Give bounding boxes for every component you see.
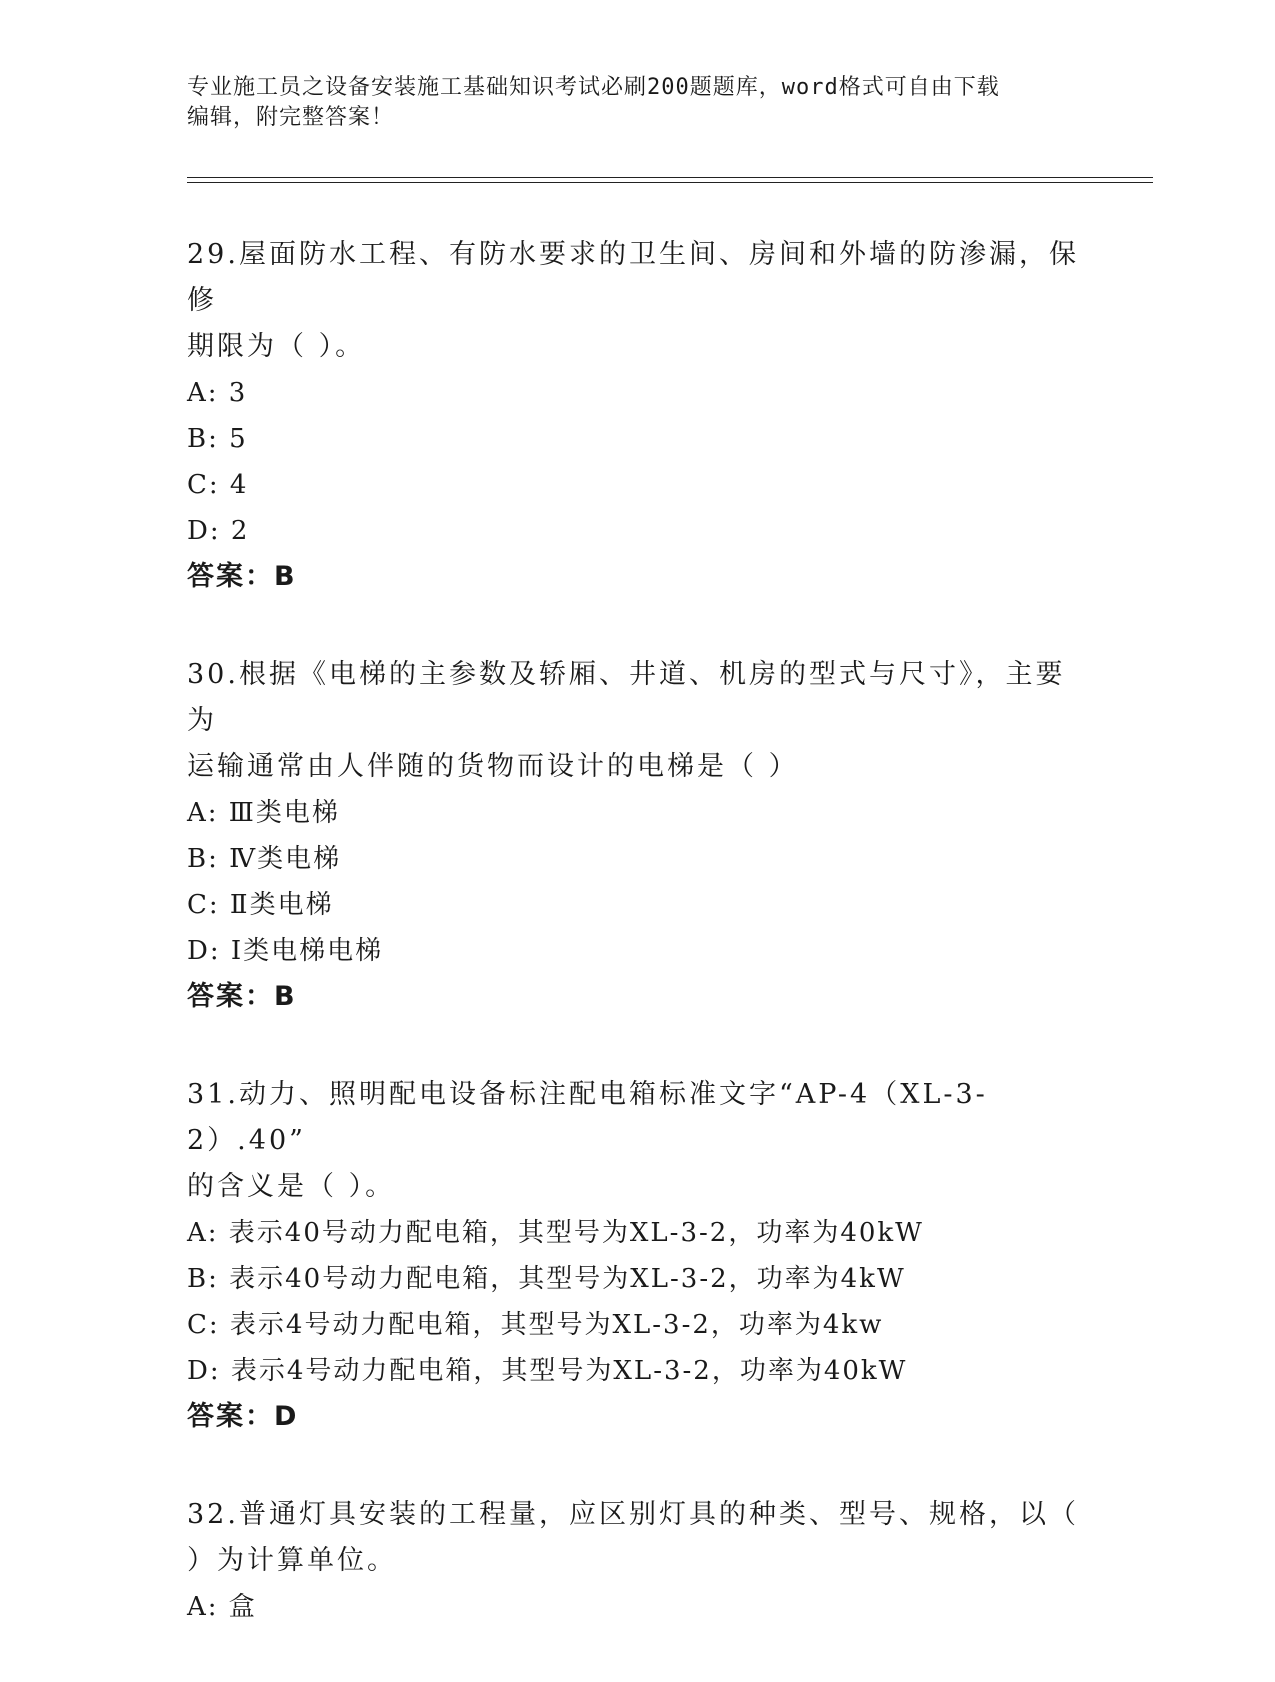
option-b: B: 表示40号动力配电箱，其型号为XL-3-2，功率为4kW [187,1264,906,1294]
question-stem [187,1072,1087,1210]
option-d: D: 表示4号动力配电箱，其型号为XL-3-2，功率为40kW [187,1356,908,1386]
option-b: B: 5 [187,424,248,454]
option-d: D: Ⅰ类电梯电梯 [187,936,384,966]
question-stem-line: 的含义是（ ）。 [187,1171,396,1202]
question-stem-line: 运输通常由人伴随的货物而设计的电梯是（ ） [187,751,799,782]
question-32 [187,1492,1087,1630]
answer-label: 答案：B [187,561,297,592]
question-stem [187,232,1087,370]
option-a: A: 盒 [187,1592,257,1622]
document-header [187,73,1067,133]
question-list [187,232,1087,1682]
question-31 [187,1072,1087,1440]
option-a: A: 3 [187,378,248,408]
option-b: B: Ⅳ类电梯 [187,844,342,874]
answer-label: 答案：B [187,981,297,1012]
question-stem-line: 32.普通灯具安装的工程量，应区别灯具的种类、型号、规格，以（ [187,1499,1079,1530]
option-d: D: 2 [187,516,250,546]
header-line-2: 编辑，附完整答案！ [187,105,395,130]
question-stem-line: ）为计算单位。 [187,1545,397,1576]
question-stem-line: 29.屋面防水工程、有防水要求的卫生间、房间和外墙的防渗漏，保修 [187,239,1079,316]
option-c: C: Ⅱ类电梯 [187,890,334,920]
question-30 [187,652,1087,1020]
question-stem [187,1492,1087,1584]
question-stem-line: 31.动力、照明配电设备标注配电箱标准文字“AP-4（XL-3-2）.40” [187,1079,988,1156]
question-stem-line: 期限为（ ）。 [187,331,366,362]
header-divider [187,177,1153,183]
option-a: A: 表示40号动力配电箱，其型号为XL-3-2，功率为40kW [187,1218,924,1248]
option-a: A: Ⅲ类电梯 [187,798,340,828]
question-stem-line: 30.根据《电梯的主参数及轿厢、井道、机房的型式与尺寸》，主要为 [187,659,1066,736]
answer-label: 答案：D [187,1401,299,1432]
option-c: C: 4 [187,470,249,500]
option-c: C: 表示4号动力配电箱，其型号为XL-3-2，功率为4kw [187,1310,884,1340]
header-line-1: 专业施工员之设备安装施工基础知识考试必刷200题题库，word格式可自由下载 [187,75,1000,100]
question-stem [187,652,1087,790]
question-29 [187,232,1087,600]
